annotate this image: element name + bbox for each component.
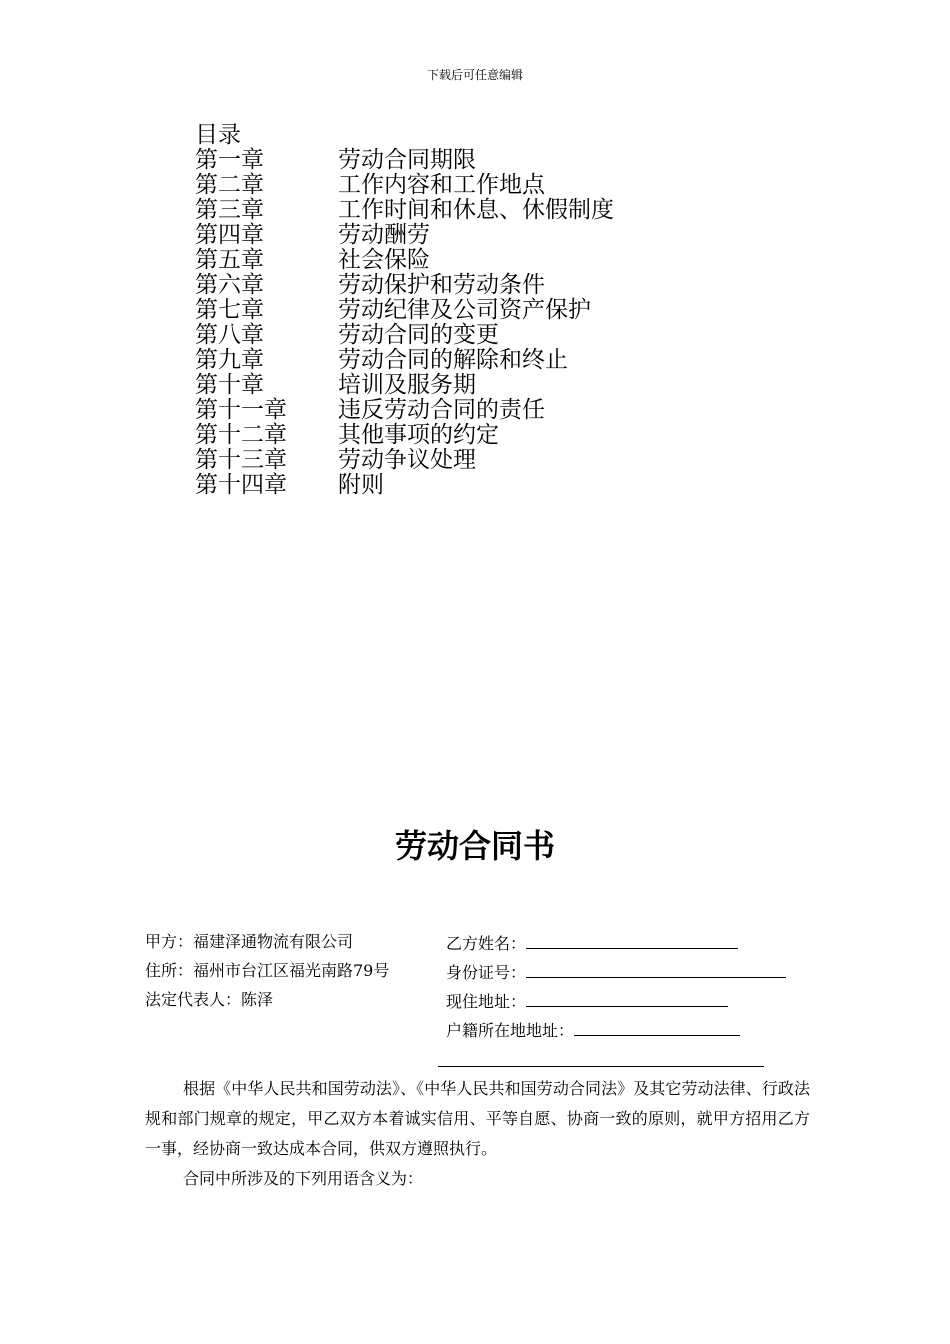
toc-chapter-title: 附则 — [338, 472, 384, 498]
toc-chapter: 第十二章 — [195, 422, 287, 448]
toc-chapter-title: 劳动酬劳 — [338, 222, 430, 248]
toc-item — [195, 248, 614, 273]
party-b-id-label: 身份证号： — [446, 963, 527, 982]
header-note: 下载后可任意编辑 — [426, 68, 523, 82]
party-b-name-field — [446, 932, 738, 954]
toc-item — [195, 323, 614, 348]
party-b-household-blank-line-2 — [438, 1066, 764, 1067]
toc-chapter-title: 违反劳动合同的责任 — [338, 397, 545, 423]
toc-item — [195, 173, 614, 198]
toc-chapter: 第九章 — [195, 347, 264, 373]
toc-item — [195, 198, 614, 223]
toc-chapter: 第一章 — [195, 147, 264, 173]
toc-chapter: 第八章 — [195, 322, 264, 348]
toc-chapter: 第三章 — [195, 197, 264, 223]
toc-chapter-title: 其他事项的约定 — [338, 422, 499, 448]
toc-item — [195, 273, 614, 298]
toc-chapter: 第十四章 — [195, 472, 287, 498]
party-a-legal-rep: 法定代表人：陈泽 — [145, 990, 274, 1009]
toc-item — [195, 348, 614, 373]
contract-intro-paragraph: 根据《中华人民共和国劳动法》、《中华人民共和国劳动合同法》及其它劳动法律、行政法规和部门规章的规定，甲乙双方本着诚实信用、平等自愿、协商一致的原则，就甲方招用乙方一事，经协商一致达成本合同，供双方遵照执行。 — [145, 1079, 810, 1158]
toc-chapter: 第二章 — [195, 172, 264, 198]
toc-chapter-title: 劳动保护和劳动条件 — [338, 272, 545, 298]
toc-title: 目录 — [195, 122, 241, 148]
party-b-address-label: 现住地址： — [446, 992, 527, 1011]
contract-terms-intro: 合同中所涉及的下列用语含义为： — [183, 1169, 424, 1188]
toc-chapter-title: 劳动合同期限 — [338, 147, 476, 173]
contract-title: 劳动合同书 — [394, 827, 555, 865]
toc-item — [195, 473, 614, 498]
party-b-household-label: 户籍所在地地址： — [446, 1021, 575, 1040]
toc-chapter-title: 劳动合同的变更 — [338, 322, 499, 348]
toc-chapter: 第十章 — [195, 372, 264, 398]
party-b-id-field — [446, 961, 786, 983]
toc-chapter: 第七章 — [195, 297, 264, 323]
party-b-name-label: 乙方姓名： — [446, 934, 527, 953]
party-a-address: 住所：福州市台江区福光南路79号 — [145, 961, 390, 980]
toc-chapter: 第五章 — [195, 247, 264, 273]
toc-chapter-title: 工作内容和工作地点 — [338, 172, 545, 198]
party-b-household-blank — [574, 1019, 740, 1036]
party-b-household-field — [446, 1019, 740, 1041]
toc-chapter-title: 劳动合同的解除和终止 — [338, 347, 568, 373]
toc-item — [195, 373, 614, 398]
toc-chapter: 第十一章 — [195, 397, 287, 423]
party-b-address-blank — [526, 990, 728, 1007]
toc-chapter: 第十三章 — [195, 447, 287, 473]
toc-chapter-title: 培训及服务期 — [338, 372, 476, 398]
toc-item — [195, 223, 614, 248]
toc-chapter: 第六章 — [195, 272, 264, 298]
party-b-id-blank — [526, 961, 786, 978]
toc-chapter-title: 工作时间和休息、休假制度 — [338, 197, 614, 223]
party-b-address-field — [446, 990, 728, 1012]
toc-chapter-title: 劳动纪律及公司资产保护 — [338, 297, 591, 323]
table-of-contents — [195, 123, 614, 498]
toc-chapter-title: 社会保险 — [338, 247, 430, 273]
toc-chapter: 第四章 — [195, 222, 264, 248]
toc-item — [195, 423, 614, 448]
toc-chapter-title: 劳动争议处理 — [338, 447, 476, 473]
toc-item — [195, 148, 614, 173]
toc-item — [195, 398, 614, 423]
toc-item — [195, 298, 614, 323]
toc-item — [195, 448, 614, 473]
party-a-name: 甲方：福建泽通物流有限公司 — [145, 932, 354, 951]
party-b-name-blank — [526, 932, 738, 949]
